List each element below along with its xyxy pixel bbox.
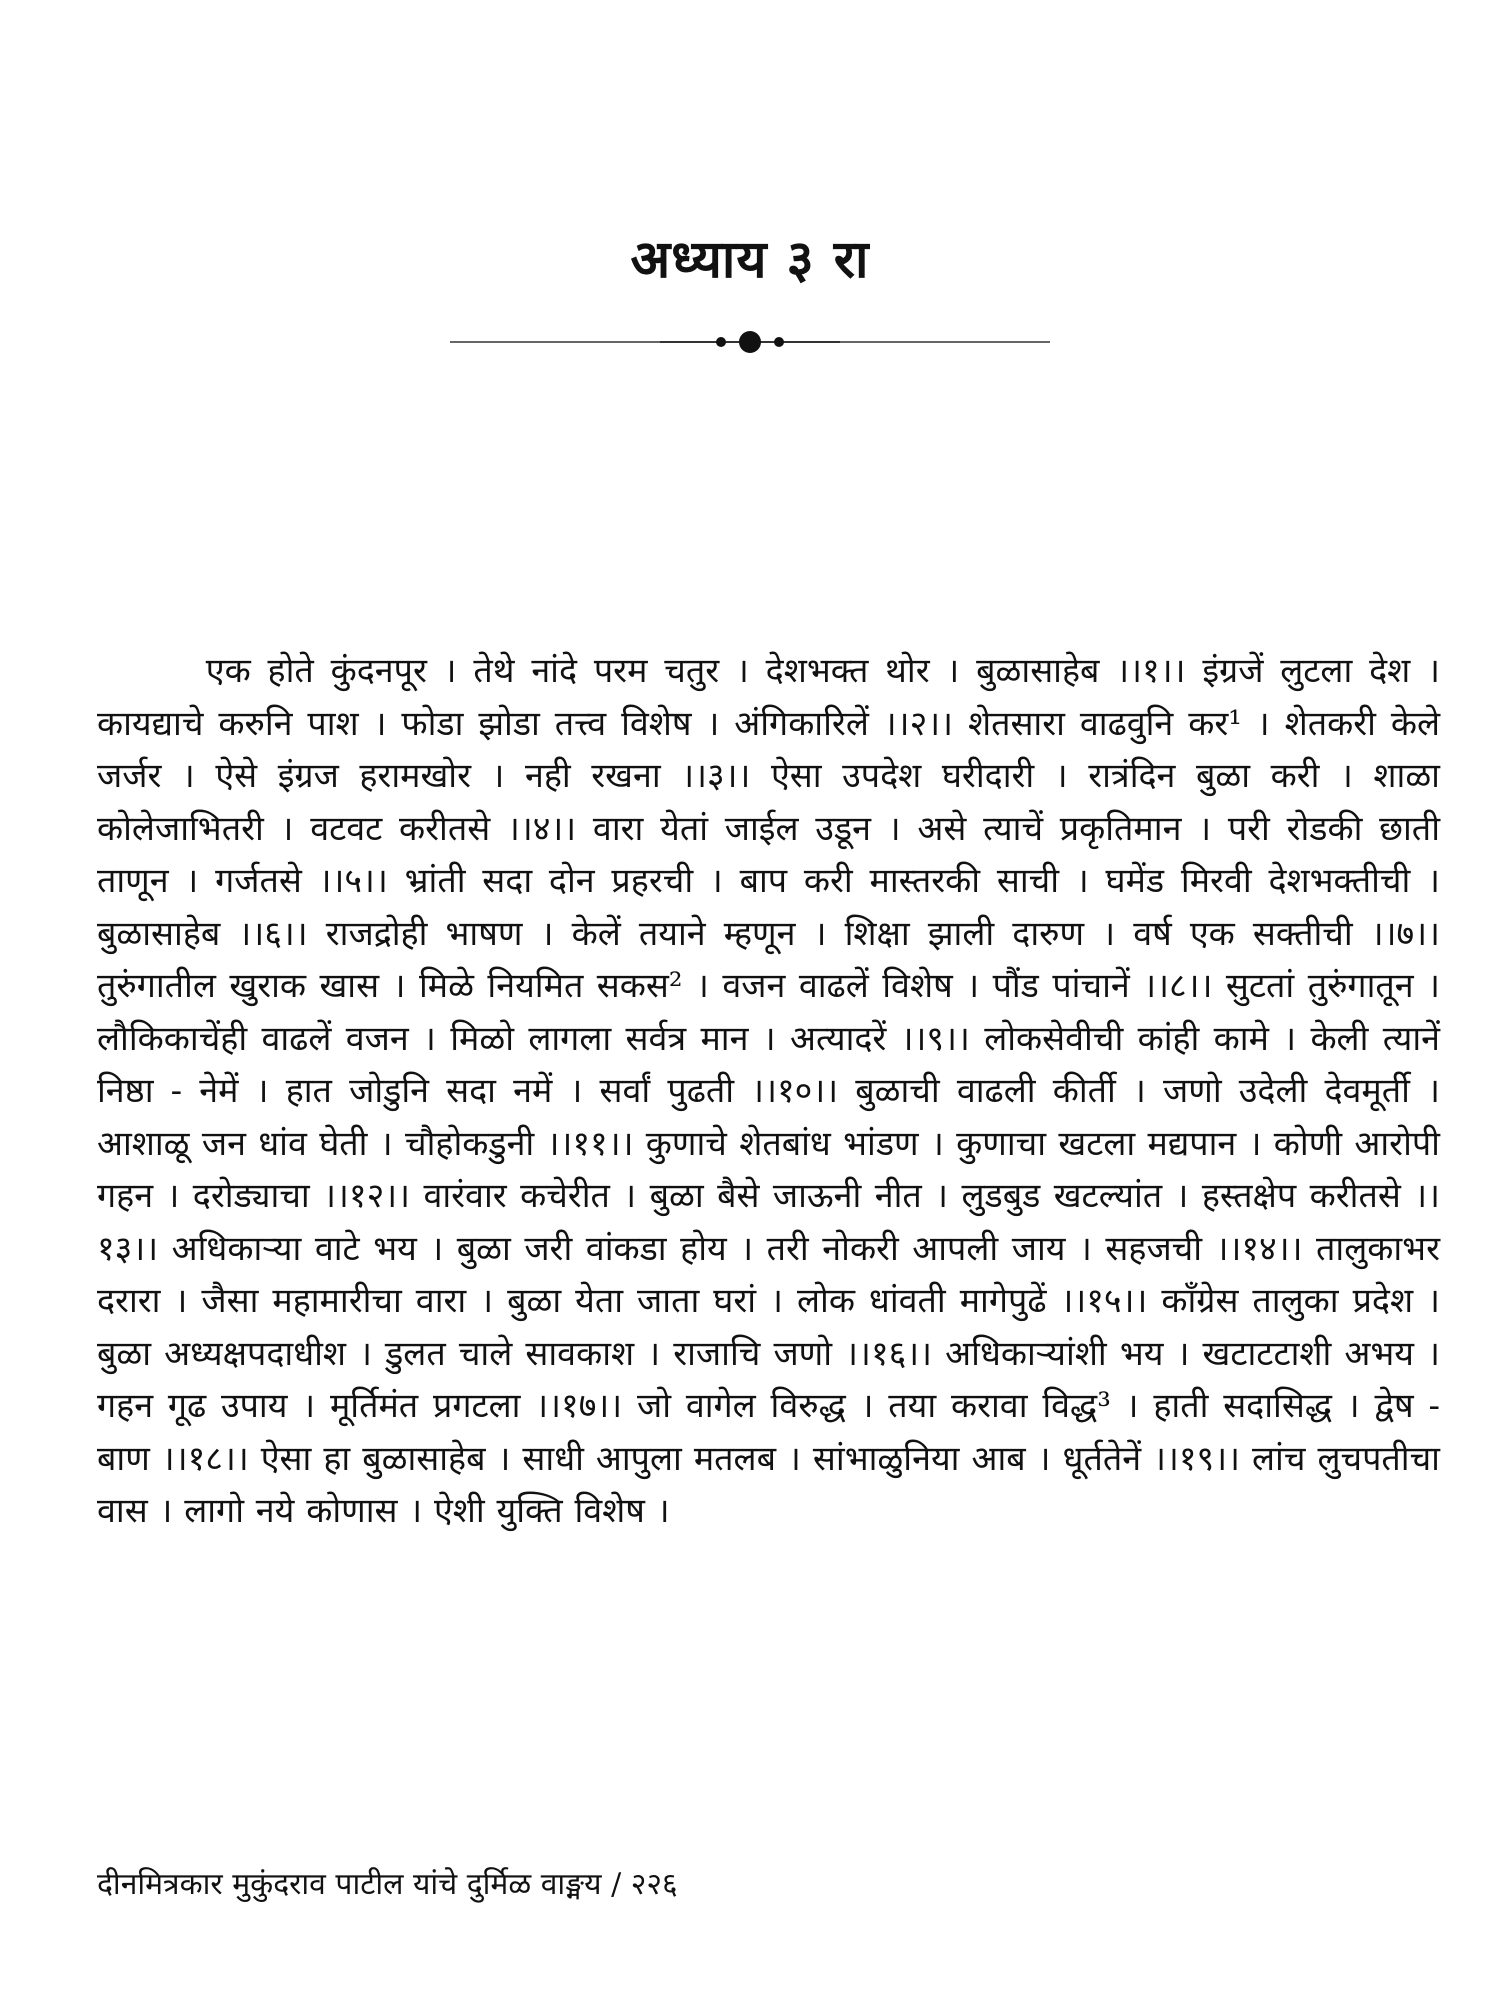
footer-page-number: २२६ <box>630 1867 678 1902</box>
ornament-dot-center <box>739 331 761 353</box>
chapter-title: अध्याय ३ रा <box>630 229 870 290</box>
chapter-body-text: एक होते कुंदनपूर । तेथे नांदे परम चतुर । देशभक्त थोर । बुळासाहेब ।।१।। इंग्रजें लुटला देश । कायद्याचे करुनि पाश । फोडा झोडा तत्त्व विशेष । अंगिकारिलें ।।२।। शेतसारा वाढवुनि कर¹ । शेतकरी केले जर्जर । ऐसे इंग्रज हरामखोर । नही रखना ।।३।। ऐसा उपदेश घरीदारी । रात्रंदिन बुळा करी । शाळा कोलेजाभितरी । वटवट करीतसे ।।४।। वारा येतां जाईल उडून । असे त्याचें प्रकृतिमान । परी रोडकी छाती ताणून । गर्जतसे ।।५।। भ्रांती सदा दोन प्रहरची । बाप करी मास्तरकी साची । घमेंड मिरवी देशभक्तीची । बुळासाहेब ।।६।। राजद्रोही भाषण । केलें तयाने म्हणून । शिक्षा झाली दारुण । वर्ष एक सक्तीची ।।७।। तुरुंगातील खुराक खास । मिळे नियमित सकस² । वजन वाढलें विशेष । पौंड पांचानें ।।८।। सुटतां तुरुंगातून । लौकिकाचेंही वाढलें वजन । मिळो लागला सर्वत्र मान । अत्यादरें ।।९।। लोकसेवीची कांही कामे । केली त्यानें निष्ठा - नेमें । हात जोडुनि सदा नमें । सर्वां पुढती ।।१०।। बुळाची वाढली कीर्ती । जणो उदेली देवमूर्ती । आशाळू जन धांव घेती । चौहोकडुनी ।।११।। कुणाचे शेतबांध भांडण । कुणाचा खटला मद्यपान । कोणी आरोपी गहन । दरोड्याचा ।।१२।। वारंवार कचेरीत । बुळा बैसे जाऊनी नीत । लुडबुड खटल्यांत । हस्तक्षेप करीतसे ।।१३।। अधिकाऱ्या वाटे भय । बुळा जरी वांकडा होय । तरी नोकरी आपली जाय । सहजची ।।१४।। तालुकाभर दरारा । जैसा महामारीचा वारा । बुळा येता जाता घरां । लोक धांवती मागेपुढें ।।१५।। कॉंग्रेस तालुका प्रदेश । बुळा अध्यक्षपदाधीश । डुलत चाले सावकाश । राजाचि जणो ।।१६।। अधिकाऱ्यांशी भय । खटाटटाशी अभय । गहन गूढ उपाय । मूर्तिमंत प्रगटला ।।१७।। जो वागेल विरुद्ध । तया करावा विद्ध³ । हाती सदासिद्ध । द्वेष - बाण ।।१८।। ऐसा हा बुळासाहेब । साधी आपुला मतलब । सांभाळुनिया आब । धूर्ततेनें ।।१९।। लांच लुचपतीचा वास । लागो नये कोणास । ऐशी युक्ति विशेष । <box>97 651 1440 1531</box>
ornament-dot-left <box>716 337 726 347</box>
footer-separator: / <box>601 1867 631 1902</box>
ornament-dot-right <box>774 337 784 347</box>
footer-book-title: दीनमित्रकार मुकुंदराव पाटील यांचे दुर्मिळ वाङ्मय <box>97 1867 602 1902</box>
page-footer <box>97 1862 1297 1903</box>
ornament-divider <box>450 330 1050 354</box>
